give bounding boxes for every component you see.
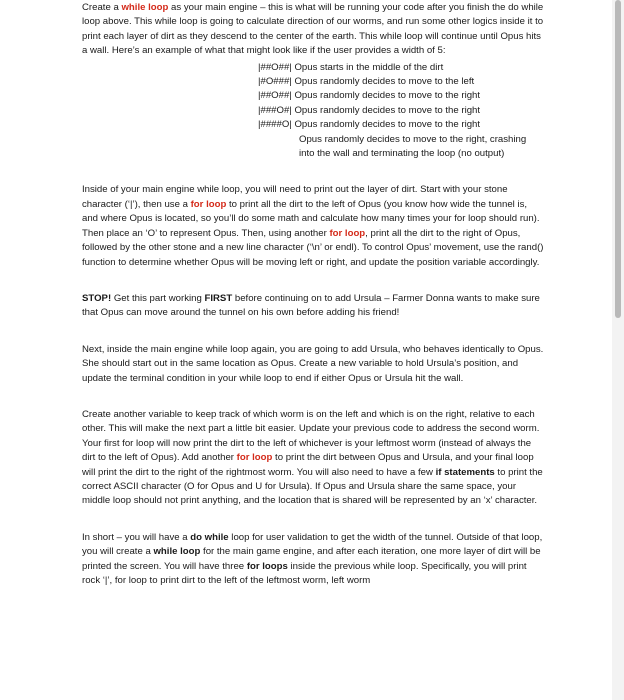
example-text: Opus randomly decides to move to the right [291, 90, 481, 102]
example-text: Opus randomly decides to move to the left [291, 76, 475, 88]
text-run: before continuing on to add Ursula – Farmer Donna wants to make sure that Opus can move around the tunnel on his own before adding his friend! [82, 292, 540, 319]
keyword-while-loop: while loop [121, 2, 169, 13]
stop-label: STOP! [82, 292, 112, 304]
keyword-for-loop: for loop [236, 452, 273, 464]
example-row [258, 118, 544, 132]
text-run: as your main engine – this is what will be running your code after you finish the do while loop above. This while loop is going to calculate direction of our worms, and run some other logics inside it to print each layer of dirt as they descend to the center of the earth. This while loop will continue until Opus hits a wall. Here’s an example of what that might look like if the user provides a width of 5: [82, 2, 544, 57]
paragraph-stop [82, 292, 544, 321]
first-label: FIRST [204, 292, 233, 304]
example-code: |##O##| [258, 61, 292, 73]
keyword-do-while: do while [190, 531, 229, 543]
paragraph-two-worms [82, 408, 544, 509]
text-run: Inside of your main engine while loop, you will need to print out the layer of dirt. Start with your stone character (‘|’), then use a [82, 184, 508, 210]
example-row [258, 89, 544, 103]
paragraph-ursula [82, 343, 544, 386]
paragraph-dirt-layer [82, 183, 544, 269]
text-run: In short – you will have a [82, 531, 191, 543]
example-row: Opus randomly decides to move to the right, crashing [299, 133, 527, 145]
example-row [258, 75, 544, 89]
example-output [258, 61, 544, 162]
text-run: , print all the dirt to the right of Opus, followed by the other stone and a new line character (‘\n’ or endl). To control Opus’ movement, use the rand() function to determine whether Opus will be moving left or right, and update the position variable accordingly. [82, 227, 544, 268]
keyword-for-loops: for loops [246, 560, 288, 572]
keyword-while-loop: while loop [153, 546, 201, 558]
example-row [258, 61, 544, 75]
paragraph-summary [82, 531, 544, 589]
example-text: Opus randomly decides to move to the right [291, 119, 481, 131]
text-run: to print the correct ASCII character (O for Opus and U for Ursula). If Opus and Ursula share the same space, your middle loop should not print anything, and the location that is shared will be represented by an ‘x’ character. [82, 466, 543, 507]
example-row: into the wall and terminating the loop (no output) [299, 148, 505, 160]
example-code: |####O| [258, 119, 292, 131]
text-run: Create a [82, 2, 122, 13]
text-run: Get this part working [111, 292, 205, 304]
keyword-for-loop: for loop [190, 198, 227, 210]
text-run: to print all the dirt to the left of Opus (you know how wide the tunnel is, and where Opus is located, so you’ll do some math and calculate how many times your for loop should run). Then place an ‘O’ to represent Opus. Then, using another [82, 198, 540, 239]
example-code: |###O#| [258, 104, 292, 116]
example-text: Opus starts in the middle of the dirt [291, 61, 444, 73]
paragraph-main-engine [82, 1, 544, 59]
scrollbar-thumb[interactable] [615, 0, 621, 318]
example-text: Opus randomly decides to move to the right [291, 104, 481, 116]
text-run: Next, inside the main engine while loop again, you are going to add Ursula, who behaves identically to Opus. She should start out in the same location as Opus. Create a new variable to hold Ursula’s position, and update the terminal condition in your while loop to end if either Opus or Ursula hit the wall. [82, 343, 544, 384]
text-run: loop for user validation to get the width of the tunnel. Outside of that loop, you will create a [82, 531, 543, 558]
text-run: inside the previous while loop. Specifically, you will print rock ‘|’, for loop to print dirt to the left of the leftmost worm, left worm [82, 560, 527, 586]
keyword-if-statements: if statements [435, 466, 495, 478]
vertical-scrollbar[interactable] [612, 0, 624, 700]
example-code: |#O###| [258, 76, 292, 88]
text-run: for the main game engine, and after each iteration, one more layer of dirt will be printed the screen. You will have three [82, 546, 541, 572]
keyword-for-loop: for loop [329, 227, 366, 239]
text-run: Create another variable to keep track of which worm is on the left and which is on the right, relative to each other. This will make the next part a little bit easier. Update your previous code to address the second worm. Your first for loop will now print the dirt to the left of whichever is your leftmost worm (instead of always the dirt to the left of Opus). Add another [82, 408, 540, 464]
example-row [258, 104, 544, 118]
document-body [82, 1, 544, 588]
text-run: to print the dirt between Opus and Ursula, and your final loop will print the dirt to the right of the rightmost worm. You will also need to have a few [82, 452, 534, 478]
example-code: |##O##| [258, 90, 292, 102]
